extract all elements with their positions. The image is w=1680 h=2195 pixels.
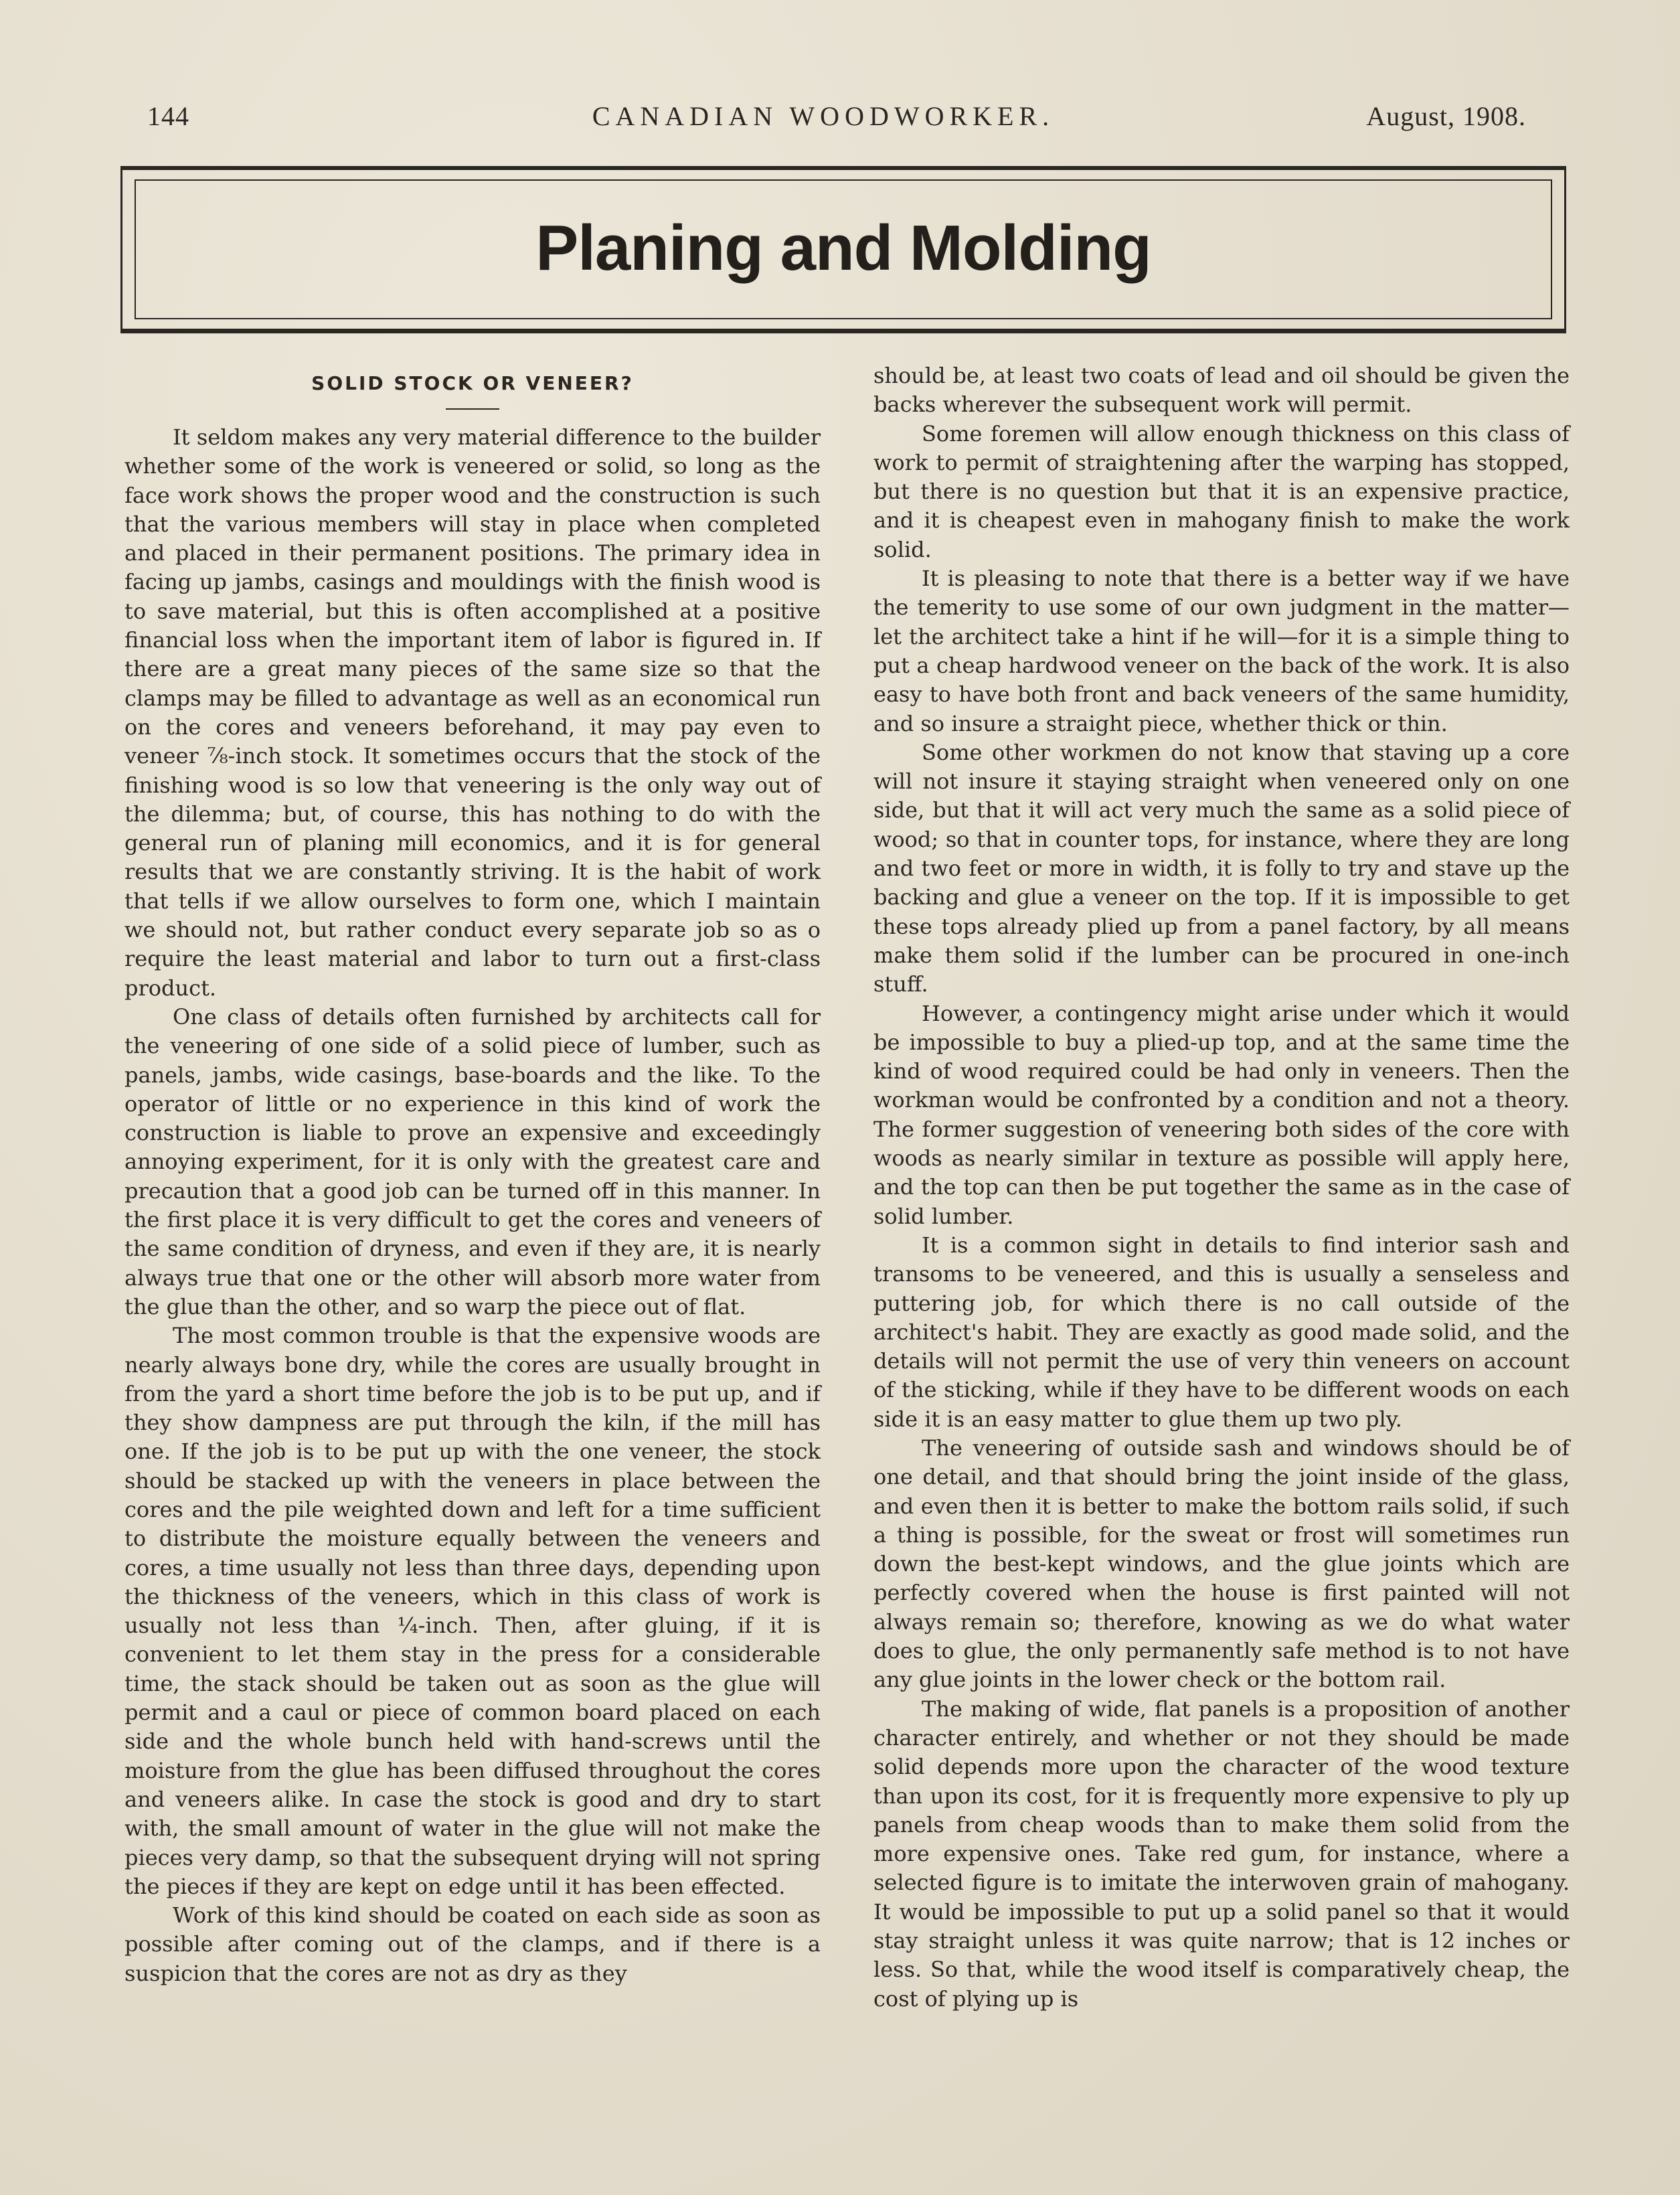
running-head bbox=[120, 100, 1526, 141]
right-column bbox=[873, 361, 1570, 2014]
paragraph: The making of wide, flat panels is a proposition of another character entirely, and whether or not they should be made solid depends more upon the character of the wood texture than upon its cost, for it is frequently more expensive to ply up panels from cheap woods than to make them solid from the more expensive ones. Take red gum, for instance, where a selected figure is to imitate the interwoven grain of mahogany. It would be impossible to put up a solid panel so that it would stay straight unless it was quite narrow; that is 12 inches or less. So that, while the wood itself is comparatively cheap, the cost of plying up is bbox=[873, 1696, 1570, 2012]
journal-title: CANADIAN WOODWORKER. bbox=[592, 101, 1055, 131]
article-heading: SOLID STOCK OR VENEER? bbox=[311, 372, 634, 394]
paragraph: Work of this kind should be coated on each side as soon as possible after coming out of the clamps, and if there is a suspicion that the cores are not as dry as they bbox=[124, 1902, 821, 1986]
section-title: Planing and Molding bbox=[535, 212, 1151, 284]
heading-rule bbox=[446, 408, 499, 410]
page-number: 144 bbox=[147, 101, 189, 131]
paragraph: It seldom makes any very material difference to the builder whether some of the work is veneered or solid, so long as the face work shows the proper wood and the construction is such that the various members will stay in place when completed and placed in their permanent positions. The primary idea in facing up jambs, casings and mouldings with the finish wood is to save material, but this is often accomplished at a positive financial loss when the important item of labor is figured in. If there are a great many pieces of the same size so that the clamps may be filled to advantage as well as an economical run on the cores and veneers beforehand, it may pay even to veneer ⅞-inch stock. It sometimes occurs that the stock of the finishing wood is so low that veneering is the only way out of the dilemma; but, of course, this has nothing to do with the general run of planing mill economics, and it is for general results that we are constantly striving. It is the habit of work that tells if we allow ourselves to form one, which I maintain we should not, but rather conduct every separate job so as o require the least material and labor to turn out a first-class product. bbox=[124, 424, 821, 1001]
paragraph: However, a contingency might arise under which it would be impossible to buy a plied-up top, and at the same time the kind of wood required could be had only in veneers. Then the workman would be confronted by a condition and not a theory. The former suggestion of veneering both sides of the core with woods as nearly similar in texture as possible will apply here, and the top can then be put together the same as in the case of solid lumber. bbox=[873, 1000, 1570, 1229]
left-column bbox=[124, 361, 821, 1988]
paragraph: The veneering of outside sash and windows should be of one detail, and that should bring the joint inside of the glass, and even then it is better to make the bottom rails solid, if such a thing is possible, for the sweat or frost will sometimes run down the best-kept windows, and the glue joints which are perfectly covered when the house is first painted will not always remain so; therefore, knowing as we do what water does to glue, the only permanently safe method is to not have any glue joints in the lower check or the bottom rail. bbox=[873, 1435, 1570, 1693]
section-banner bbox=[120, 166, 1566, 333]
paragraph: Some other workmen do not know that staving up a core will not insure it staying straight when veneered only on one side, but that it will act very much the same as a solid piece of wood; so that in counter tops, for instance, where they are long and two feet or more in width, it is folly to try and stave up the backing and glue a veneer on the top. If it is impossible to get these tops already plied up from a panel factory, by all means make them solid if the lumber can be procured in one-inch stuff. bbox=[873, 739, 1570, 997]
paragraph: Some foremen will allow enough thickness on this class of work to permit of straightening after the warping has stopped, but there is no question but that it is an expensive practice, and it is cheapest even in mahogany finish to make the work solid. bbox=[873, 420, 1570, 562]
paragraph: It is a common sight in details to find interior sash and transoms to be veneered, and this is usually a senseless and puttering job, for which there is no call outside of the architect's habit. They are exactly as good made solid, and the details will not permit the use of very thin veneers on account of the sticking, while if they have to be different woods on each side it is an easy matter to glue them up two ply. bbox=[873, 1232, 1570, 1432]
paragraph: One class of details often furnished by architects call for the veneering of one side of a solid piece of lumber, such as panels, jambs, wide casings, base-boards and the like. To the operator of little or no experience in this kind of work the construction is liable to prove an expensive and exceedingly annoying experiment, for it is only with the greatest care and precaution that a good job can be turned off in this manner. In the first place it is very difficult to get the cores and veneers of the same condition of dryness, and even if they are, it is nearly always true that one or the other will absorb more water from the glue than the other, and so warp the piece out of flat. bbox=[124, 1003, 821, 1319]
paragraph: It is pleasing to note that there is a better way if we have the temerity to use some of our own judgment in the matter—let the architect take a hint if he will—for it is a simple thing to put a cheap hardwood veneer on the back of the work. It is also easy to have both front and back veneers of the same humidity, and so insure a straight piece, whether thick or thin. bbox=[873, 566, 1570, 736]
paragraph: The most common trouble is that the expensive woods are nearly always bone dry, while the cores are usually brought in from the yard a short time before the job is to be put up, and if they show dampness are put through the kiln, if the mill has one. If the job is to be put up with the one veneer, the stock should be stacked up with the veneers in place between the cores and the pile weighted down and left for a time sufficient to distribute the moisture equally between the veneers and cores, a time usually not less than three days, depending upon the thickness of the veneers, which in this class of work is usually not less than ¼-inch. Then, after gluing, if it is convenient to let them stay in the press for a considerable time, the stack should be taken out as soon as the glue will permit and a caul or piece of common board placed on each side and the whole bunch held with hand-screws until the moisture from the glue has been diffused throughout the cores and veneers alike. In case the stock is good and dry to start with, the small amount of water in the glue will not make the pieces very damp, so that the subsequent drying will not spring the pieces if they are kept on edge until it has been effected. bbox=[124, 1323, 821, 1899]
paragraph: should be, at least two coats of lead and oil should be given the backs wherever the subsequent work will permit. bbox=[873, 363, 1570, 418]
issue-date: August, 1908. bbox=[1366, 101, 1526, 131]
